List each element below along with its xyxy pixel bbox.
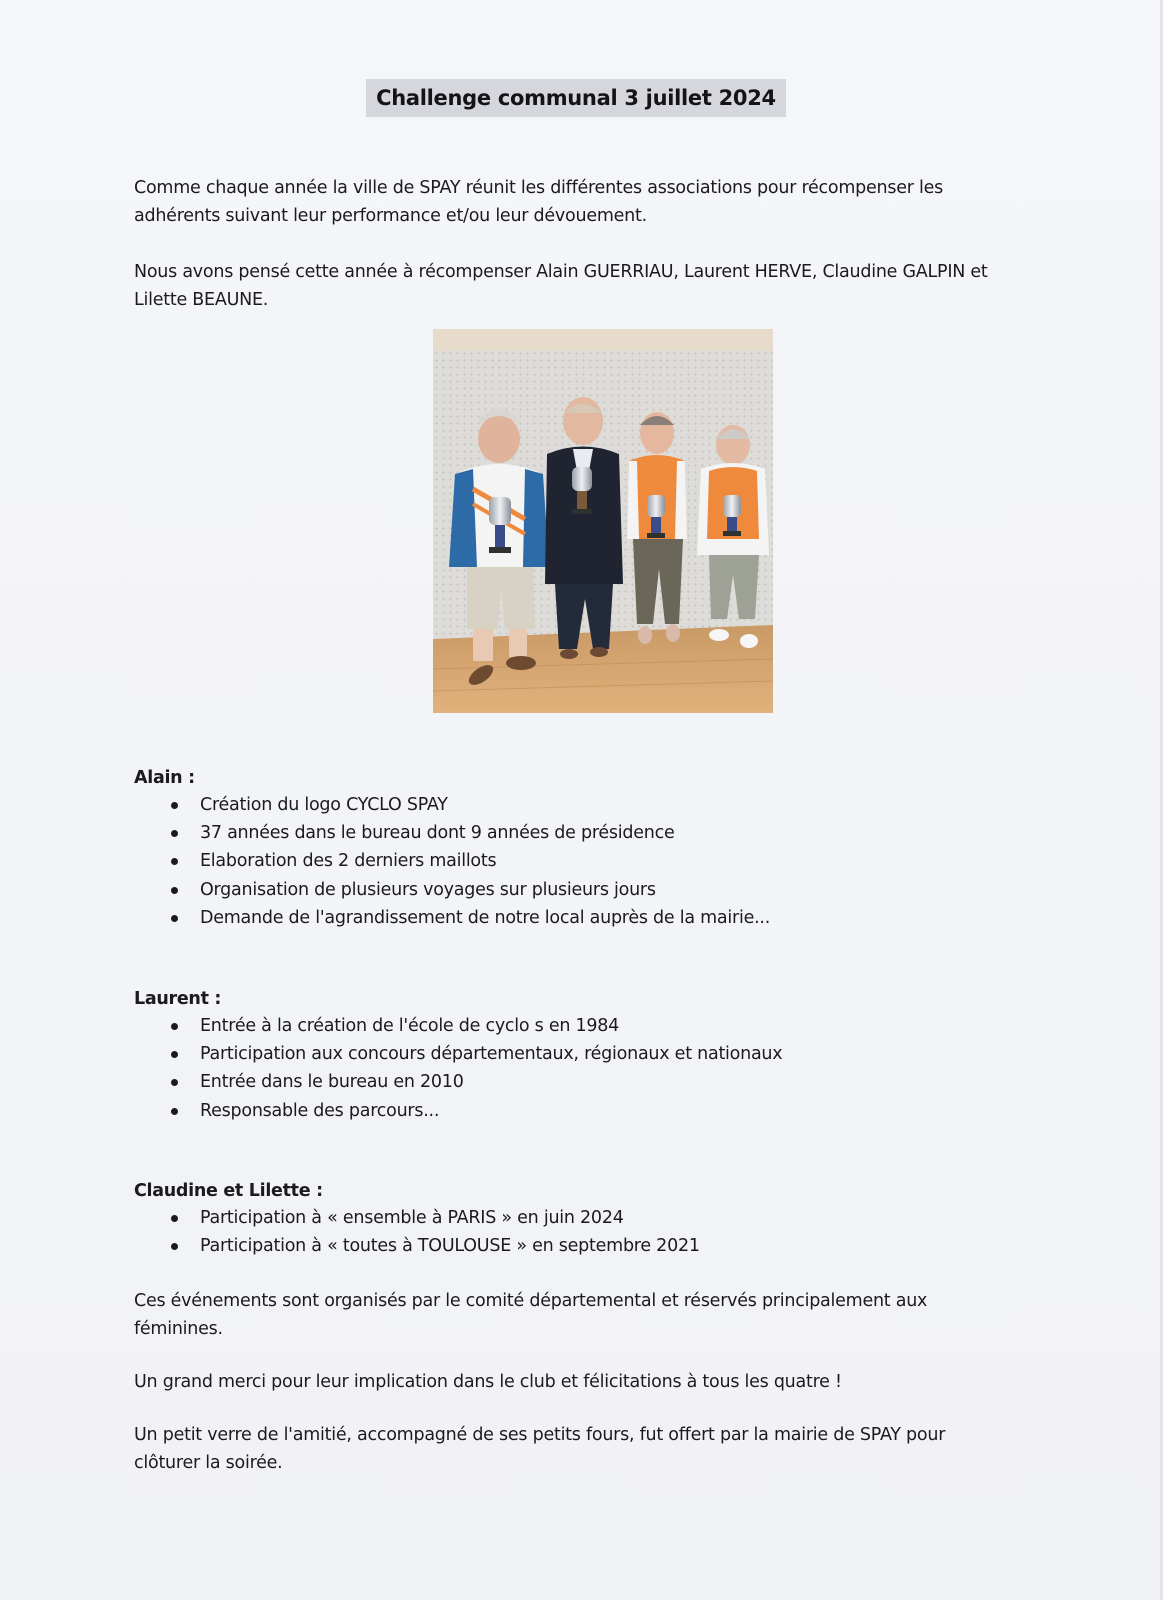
bullet-icon <box>171 1079 178 1086</box>
section-heading-claudine-lilette: Claudine et Lilette : <box>134 1181 323 1201</box>
bullet-icon <box>171 802 178 809</box>
list-item: Participation aux concours départementaux, régionaux et nationaux <box>134 1040 782 1068</box>
list-item: Création du logo CYCLO SPAY <box>134 791 770 819</box>
page-title: Challenge communal 3 juillet 2024 <box>366 79 786 117</box>
list-laurent <box>134 1012 782 1125</box>
list-item: Participation à « ensemble à PARIS » en juin 2024 <box>134 1204 700 1232</box>
bullet-icon <box>171 1243 178 1250</box>
bullet-icon <box>171 915 178 922</box>
bullet-icon <box>171 1108 178 1115</box>
list-item: Responsable des parcours... <box>134 1097 782 1125</box>
list-claudine-lilette <box>134 1204 700 1260</box>
closing-paragraph-2: Un grand merci pour leur implication dans le club et félicitations à tous les quatre ! <box>134 1372 842 1392</box>
bullet-icon <box>171 1215 178 1222</box>
list-item: Organisation de plusieurs voyages sur plusieurs jours <box>134 876 770 904</box>
closing-paragraph-3: Un petit verre de l'amitié, accompagné de ses petits fours, fut offert par la mairie de SPAY pour clôturer la soirée. <box>134 1425 946 1473</box>
bullet-icon <box>171 1051 178 1058</box>
list-alain <box>134 791 770 932</box>
list-item: Demande de l'agrandissement de notre local auprès de la mairie... <box>134 904 770 932</box>
list-item: 37 années dans le bureau dont 9 années de présidence <box>134 819 770 847</box>
list-item: Entrée dans le bureau en 2010 <box>134 1068 782 1096</box>
section-heading-laurent: Laurent : <box>134 989 222 1009</box>
intro-paragraph-1: Comme chaque année la ville de SPAY réunit les différentes associations pour récompenser les adhérents suivant leur performance et/ou leur dévouement. <box>134 178 944 226</box>
list-item: Participation à « toutes à TOULOUSE » en septembre 2021 <box>134 1232 700 1260</box>
closing-paragraph-1: Ces événements sont organisés par le comité départemental et réservés principalement aux féminines. <box>134 1291 928 1339</box>
bullet-icon <box>171 1023 178 1030</box>
bullet-icon <box>171 830 178 837</box>
section-heading-alain: Alain : <box>134 768 195 788</box>
bullet-icon <box>171 858 178 865</box>
group-photo <box>433 329 773 713</box>
list-item: Elaboration des 2 derniers maillots <box>134 847 770 875</box>
list-item: Entrée à la création de l'école de cyclo s en 1984 <box>134 1012 782 1040</box>
bullet-icon <box>171 887 178 894</box>
intro-paragraph-2: Nous avons pensé cette année à récompenser Alain GUERRIAU, Laurent HERVE, Claudine GALPIN et Lilette BEAUNE. <box>134 262 988 310</box>
